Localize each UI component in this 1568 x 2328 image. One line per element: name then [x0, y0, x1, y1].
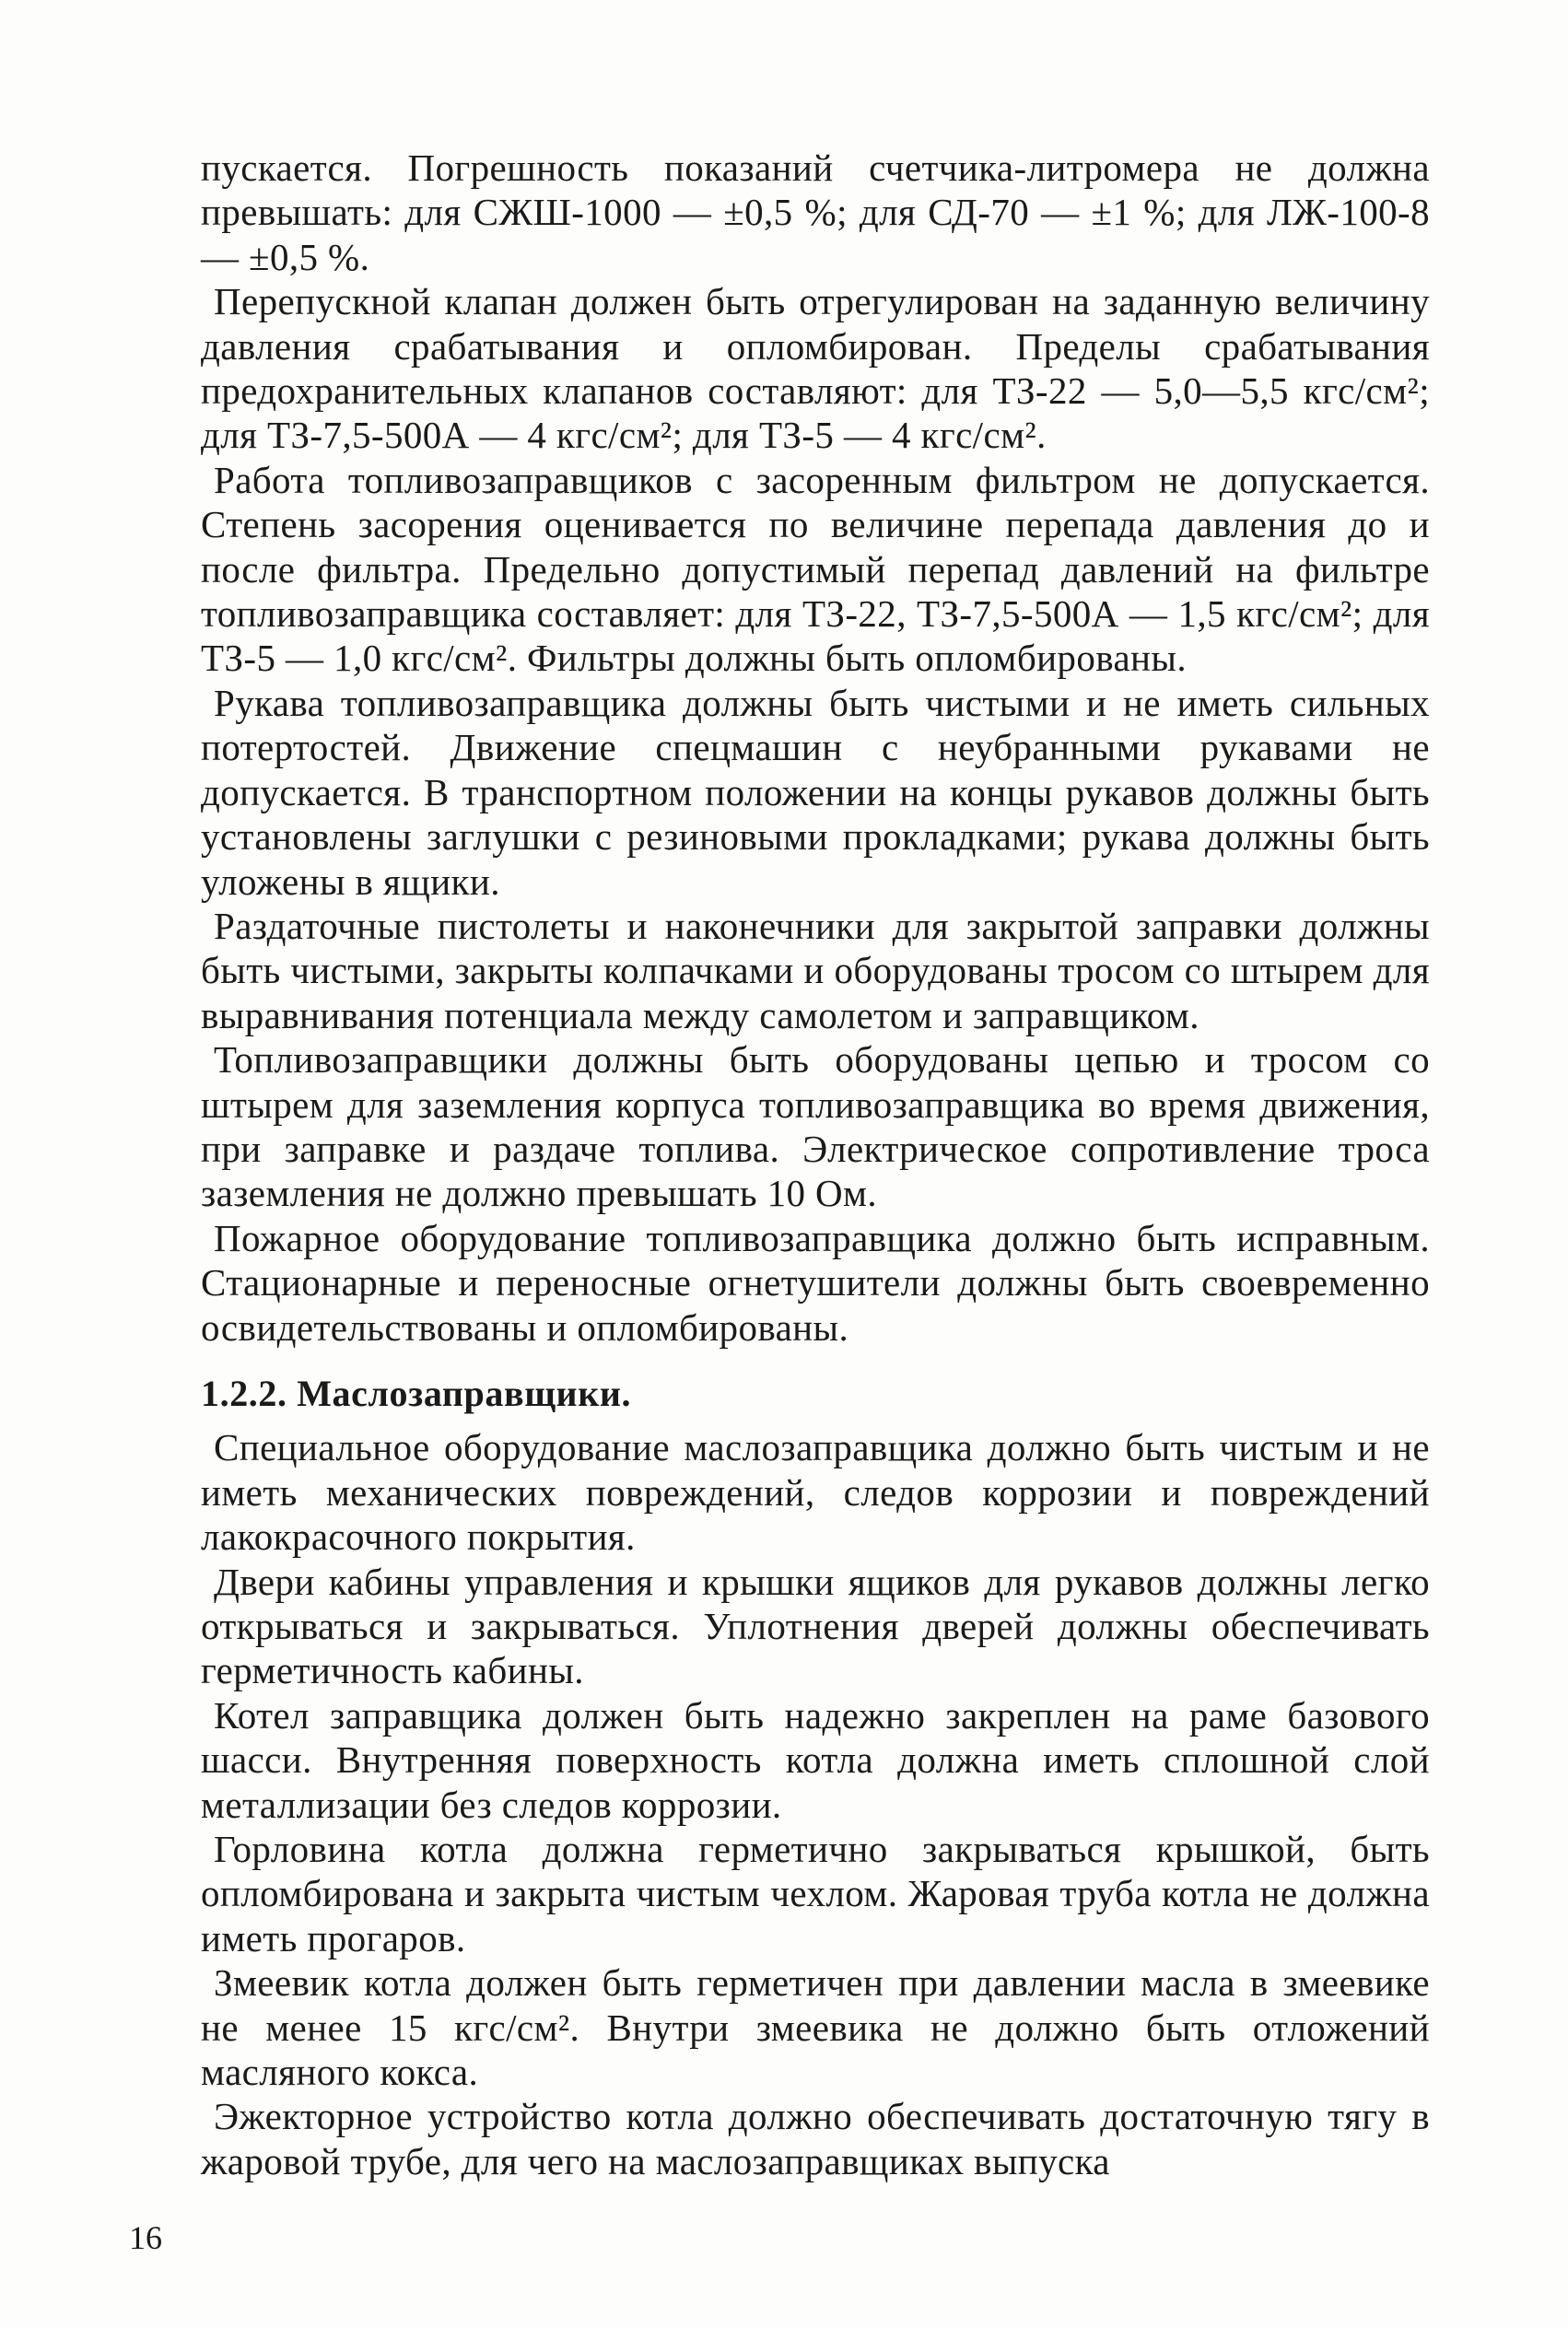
page-number: 16	[129, 2219, 162, 2256]
paragraph: Змеевик котла должен быть герметичен при давлении масла в змеевике не менее 15 кгс/см². Внутри змеевика не должно быть отложений масляного кокса.	[201, 1961, 1430, 2094]
paragraph: Раздаточные пистолеты и наконечники для закрытой заправки должны быть чистыми, закрыты колпачками и оборудованы тросом со штырем для выравнивания потенциала между самолетом и заправщиком.	[201, 904, 1430, 1036]
paragraph: Работа топливозаправщиков с засоренным фильтром не допускается. Степень засорения оценивается по величине перепада давления до и после фильтра. Предельно допустимый перепад давлений на фильтре топливозаправщика составляет: для ТЗ-22, ТЗ-7,5-500А — 1,5 кгс/см²; для ТЗ-5 — 1,0 кгс/см². Фильтры должны быть опломбированы.	[201, 458, 1430, 680]
paragraph: Специальное оборудование маслозаправщика должно быть чистым и не иметь механических повреждений, следов коррозии и повреждений лакокрасочного покрытия.	[201, 1426, 1430, 1559]
paragraph: пускается. Погрешность показаний счетчика-литромера не должна превышать: для СЖШ-1000 — ±0,5 %; для СД-70 — ±1 %; для ЛЖ-100-8 — ±0,5 %.	[201, 146, 1430, 278]
paragraph: Двери кабины управления и крышки ящиков для рукавов должны легко открываться и закрываться. Уплотнения дверей должны обеспечивать герметичность кабины.	[201, 1560, 1430, 1692]
paragraph: Рукава топливозаправщика должны быть чистыми и не иметь сильных потертостей. Движение спецмашин с неубранными рукавами не допускается. В транспортном положении на концы рукавов должны быть установлены заглушки с резиновыми прокладками; рукава должны быть уложены в ящики.	[201, 681, 1430, 903]
paragraph: Топливозаправщики должны быть оборудованы цепью и тросом со штырем для заземления корпуса топливозаправщика во время движения, при заправке и раздаче топлива. Электрическое сопротивление троса заземления не должно превышать 10 Ом.	[201, 1038, 1430, 1215]
body-text	[201, 146, 1430, 2183]
paragraph: Котел заправщика должен быть надежно закреплен на раме базового шасси. Внутренняя поверхность котла должна иметь сплошной слой металлизации без следов коррозии.	[201, 1693, 1430, 1826]
section-heading: 1.2.2. Маслозаправщики.	[201, 1372, 632, 1414]
paragraph: Перепускной клапан должен быть отрегулирован на заданную величину давления срабатывания и опломбирован. Пределы срабатывания предохранительных клапанов составляют: для ТЗ-22 — 5,0—5,5 кгс/см²; для ТЗ-7,5-500А — 4 кгс/см²; для ТЗ-5 — 4 кгс/см².	[201, 280, 1430, 457]
paragraph: Горловина котла должна герметично закрываться крышкой, быть опломбирована и закрыта чистым чехлом. Жаровая труба котла не должна иметь прогаров.	[201, 1828, 1430, 1959]
paragraph: Пожарное оборудование топливозаправщика должно быть исправным. Стационарные и переносные огнетушители должны быть своевременно освидетельствованы и опломбированы.	[201, 1216, 1430, 1349]
paragraph: Эжекторное устройство котла должно обеспечивать достаточную тягу в жаровой трубе, для чего на маслозаправщиках выпуска	[201, 2095, 1430, 2182]
